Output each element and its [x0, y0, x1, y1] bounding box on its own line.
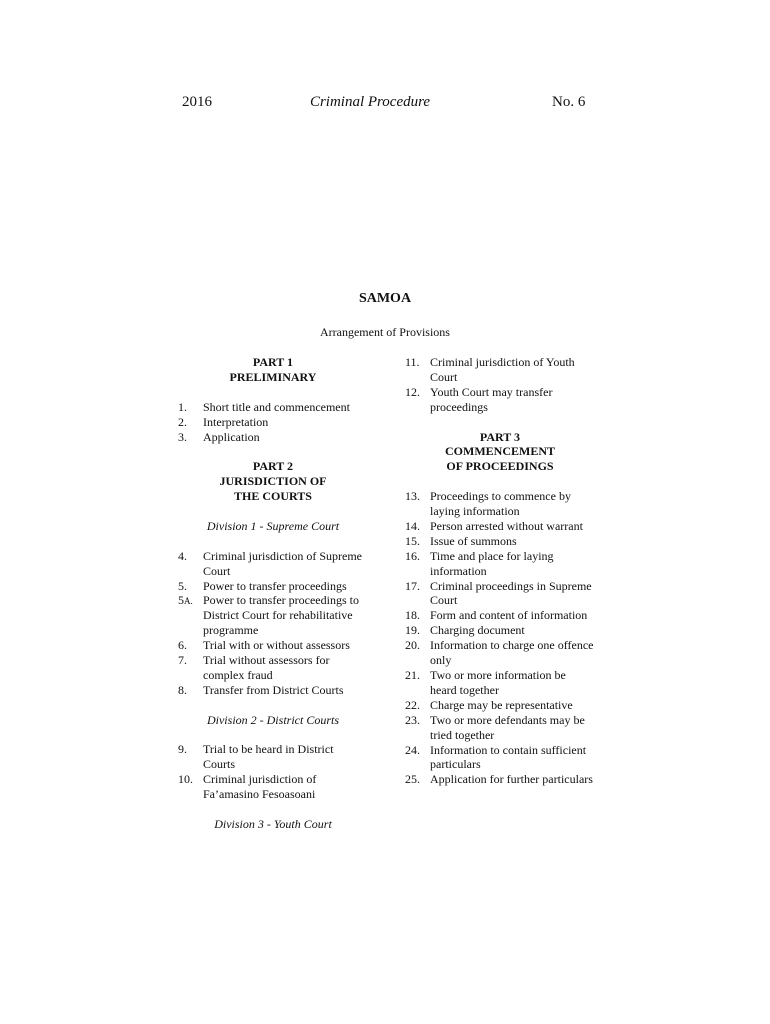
provision-title: Criminal jurisdiction of Youth Court — [430, 355, 575, 384]
provision-number: 8. — [178, 682, 187, 697]
provision-number — [178, 593, 203, 638]
provision-item — [405, 608, 595, 623]
provision-title: Two or more defendants may be tried together — [430, 712, 585, 742]
provision-title: Power to transfer proceedings — [203, 578, 347, 593]
arrangement-heading: Arrangement of Provisions — [320, 325, 450, 339]
header-year: 2016 — [182, 94, 212, 110]
provision-title: Criminal jurisdiction of Supreme Court — [203, 548, 362, 578]
provision-title: Trial with or without assessors — [203, 638, 350, 653]
part-3-title-line2: OF PROCEEDINGS — [446, 459, 554, 474]
provision-item — [178, 683, 368, 698]
provision-number: 7. — [178, 653, 187, 668]
provision-number: 21. — [405, 668, 420, 682]
provision-number: 15. — [405, 533, 420, 548]
provision-item — [405, 534, 595, 549]
provision-title: Short title and commencement — [203, 399, 350, 414]
provision-item — [178, 549, 368, 579]
provision-item — [405, 385, 595, 415]
provision-item — [178, 430, 368, 445]
provision-item — [405, 519, 595, 534]
provision-title: Two or more information be heard together — [430, 668, 566, 697]
provision-item — [405, 698, 595, 713]
part-3-label: PART 3 — [479, 429, 521, 444]
provision-number: 17. — [405, 578, 420, 593]
provision-item — [405, 549, 595, 579]
provision-item — [178, 593, 368, 638]
provision-item — [178, 742, 368, 772]
provision-title: Issue of summons — [430, 533, 517, 548]
provision-title: Interpretation — [203, 414, 269, 429]
provision-item — [405, 489, 595, 519]
provision-item — [405, 638, 595, 668]
provision-title: Information to charge one offence only — [430, 638, 594, 668]
provision-number: 19. — [405, 623, 420, 638]
provision-number: 13. — [405, 489, 420, 504]
part-1-label: PART 1 — [252, 355, 294, 369]
provision-item — [178, 415, 368, 430]
provision-item — [178, 400, 368, 415]
provision-item — [405, 668, 595, 698]
provision-title: Application for further particulars — [430, 772, 593, 787]
provision-number: 20. — [405, 638, 420, 653]
contents-left-column — [178, 355, 368, 832]
part-2-label: PART 2 — [252, 459, 294, 474]
provision-number: 2. — [178, 414, 187, 429]
provision-item — [405, 772, 595, 787]
division-2-heading: Division 2 - District Courts — [206, 712, 339, 727]
provision-title: Transfer from District Courts — [203, 682, 344, 697]
provision-number: 14. — [405, 518, 420, 533]
provision-item — [178, 638, 368, 653]
provision-title: Criminal proceedings in Supreme Court — [430, 578, 592, 608]
provision-number: 6. — [178, 638, 187, 653]
provision-title: Information to contain sufficient particulars — [430, 742, 587, 772]
provision-title: Application — [203, 429, 260, 444]
provision-title: Form and content of information — [430, 608, 588, 623]
provision-item — [178, 772, 368, 802]
part-2-title-line2: THE COURTS — [234, 489, 312, 504]
provision-number: 3. — [178, 429, 187, 444]
provision-title: Charge may be representative — [430, 697, 573, 712]
provision-number: 24. — [405, 742, 420, 757]
contents-right-column — [405, 355, 595, 787]
provision-number-suffix: A. — [184, 596, 193, 607]
provision-title: Person arrested without warrant — [430, 518, 583, 533]
provision-number: 25. — [405, 772, 420, 787]
provision-title: Trial to be heard in District Courts — [203, 742, 334, 772]
provision-number: 22. — [405, 697, 420, 712]
provision-title: Trial without assessors for complex fraud — [203, 653, 330, 682]
provision-item — [405, 579, 595, 609]
provision-item — [405, 355, 595, 385]
provision-item — [405, 743, 595, 773]
provision-number: 9. — [178, 742, 187, 757]
provision-number: 11. — [405, 355, 420, 369]
provision-title: Youth Court may transfer proceedings — [430, 384, 553, 414]
header-act-number: No. 6 — [552, 94, 586, 110]
provision-item — [405, 713, 595, 743]
provision-item — [178, 653, 368, 683]
provision-title: Proceedings to commence by laying information — [430, 489, 571, 519]
division-1-heading: Division 1 - Supreme Court — [206, 518, 340, 533]
provision-title: Power to transfer proceedings to District Court for rehabilitative programme — [203, 593, 359, 638]
provision-title: Time and place for laying information — [430, 548, 554, 578]
header-act-title: Criminal Procedure — [309, 94, 431, 110]
provision-title: Criminal jurisdiction of Fa’amasino Fesoasoani — [203, 772, 317, 802]
provision-number: 16. — [405, 548, 420, 563]
provision-number-digit: 5 — [178, 593, 184, 608]
provision-number: 12. — [405, 384, 420, 399]
country-heading: SAMOA — [358, 291, 412, 306]
provision-number: 5. — [178, 578, 187, 593]
provision-number: 23. — [405, 712, 420, 727]
provision-number: 10. — [178, 772, 193, 787]
provision-number: 18. — [405, 608, 420, 623]
part-3-title-line1: COMMENCEMENT — [445, 444, 555, 459]
provision-title: Charging document — [430, 623, 525, 638]
provision-number: 1. — [178, 399, 187, 414]
provision-item — [405, 623, 595, 638]
division-3-heading: Division 3 - Youth Court — [214, 816, 332, 831]
part-1-title: PRELIMINARY — [229, 369, 317, 384]
part-2-title-line1: JURISDICTION OF — [219, 474, 327, 489]
provision-item — [178, 579, 368, 594]
provision-number: 4. — [178, 548, 187, 563]
